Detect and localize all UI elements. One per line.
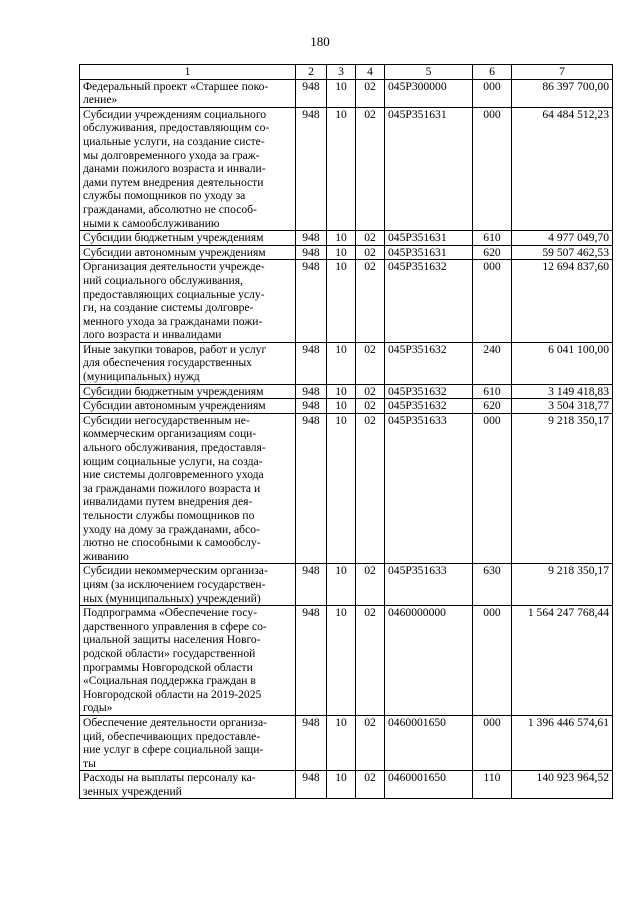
- ministry-code-cell: 948: [296, 245, 327, 260]
- row-name-cell: Субсидии бюджетным учреждениям: [80, 384, 296, 399]
- ministry-code-cell: 948: [296, 342, 327, 384]
- table-row: [80, 771, 613, 799]
- amount-cell: 9 218 350,17: [512, 564, 613, 606]
- section-code-cell: 10: [327, 564, 356, 606]
- table-header-row: [80, 65, 613, 80]
- column-header: 7: [512, 65, 613, 80]
- table-row: [80, 342, 613, 384]
- target-article-cell: 045P351631: [385, 245, 473, 260]
- row-name-cell: Организация деятельности учрежде- ний социального обслуживания, предоставляющих социальные услу- ги, на создание системы долговре- менного ухода за гражданами пожи- лого возраста и инвалидами: [80, 260, 296, 343]
- section-code-cell: 10: [327, 231, 356, 246]
- table-row: [80, 260, 613, 343]
- ministry-code-cell: 948: [296, 231, 327, 246]
- column-header: 6: [473, 65, 512, 80]
- section-code-cell: 10: [327, 384, 356, 399]
- table-row: [80, 107, 613, 230]
- expense-type-cell: 610: [473, 231, 512, 246]
- amount-cell: 3 149 418,83: [512, 384, 613, 399]
- table-row: [80, 715, 613, 770]
- table-row: [80, 606, 613, 716]
- amount-cell: 1 396 446 574,61: [512, 715, 613, 770]
- target-article-cell: 045P351633: [385, 413, 473, 564]
- row-name-cell: Расходы на выплаты персоналу ка- зенных учреждений: [80, 771, 296, 799]
- expense-type-cell: 000: [473, 715, 512, 770]
- row-name-cell: Федеральный проект «Старшее поко- ление»: [80, 79, 296, 107]
- target-article-cell: 045P351632: [385, 260, 473, 343]
- subsection-code-cell: 02: [356, 260, 385, 343]
- amount-cell: 1 564 247 768,44: [512, 606, 613, 716]
- row-name-cell: Обеспечение деятельности организа- ций, обеспечивающих предоставле- ние услуг в сфере социальной защи- ты: [80, 715, 296, 770]
- subsection-code-cell: 02: [356, 384, 385, 399]
- subsection-code-cell: 02: [356, 107, 385, 230]
- subsection-code-cell: 02: [356, 245, 385, 260]
- ministry-code-cell: 948: [296, 384, 327, 399]
- expense-type-cell: 000: [473, 107, 512, 230]
- section-code-cell: 10: [327, 260, 356, 343]
- amount-cell: 9 218 350,17: [512, 413, 613, 564]
- ministry-code-cell: 948: [296, 771, 327, 799]
- section-code-cell: 10: [327, 342, 356, 384]
- section-code-cell: 10: [327, 399, 356, 414]
- target-article-cell: 045P300000: [385, 79, 473, 107]
- column-header: 1: [80, 65, 296, 80]
- subsection-code-cell: 02: [356, 715, 385, 770]
- expense-type-cell: 610: [473, 384, 512, 399]
- section-code-cell: 10: [327, 107, 356, 230]
- section-code-cell: 10: [327, 606, 356, 716]
- section-code-cell: 10: [327, 413, 356, 564]
- row-name-cell: Иные закупки товаров, работ и услуг для обеспечения государственных (муниципальных) нужд: [80, 342, 296, 384]
- subsection-code-cell: 02: [356, 606, 385, 716]
- page-number: 180: [310, 34, 330, 49]
- expense-type-cell: 000: [473, 413, 512, 564]
- ministry-code-cell: 948: [296, 399, 327, 414]
- table-row: [80, 79, 613, 107]
- expense-type-cell: 000: [473, 79, 512, 107]
- budget-table: [79, 64, 613, 799]
- ministry-code-cell: 948: [296, 564, 327, 606]
- table-row: [80, 564, 613, 606]
- target-article-cell: 045P351632: [385, 342, 473, 384]
- ministry-code-cell: 948: [296, 606, 327, 716]
- row-name-cell: Субсидии бюджетным учреждениям: [80, 231, 296, 246]
- table-row: [80, 384, 613, 399]
- expense-type-cell: 620: [473, 245, 512, 260]
- amount-cell: 64 484 512,23: [512, 107, 613, 230]
- expense-type-cell: 620: [473, 399, 512, 414]
- ministry-code-cell: 948: [296, 79, 327, 107]
- section-code-cell: 10: [327, 771, 356, 799]
- ministry-code-cell: 948: [296, 413, 327, 564]
- target-article-cell: 0460001650: [385, 715, 473, 770]
- column-header: 3: [327, 65, 356, 80]
- expense-type-cell: 240: [473, 342, 512, 384]
- amount-cell: 4 977 049,70: [512, 231, 613, 246]
- amount-cell: 59 507 462,53: [512, 245, 613, 260]
- table-row: [80, 231, 613, 246]
- expense-type-cell: 110: [473, 771, 512, 799]
- amount-cell: 12 694 837,60: [512, 260, 613, 343]
- amount-cell: 140 923 964,52: [512, 771, 613, 799]
- section-code-cell: 10: [327, 715, 356, 770]
- row-name-cell: Субсидии автономным учреждениям: [80, 245, 296, 260]
- target-article-cell: 045P351632: [385, 399, 473, 414]
- ministry-code-cell: 948: [296, 260, 327, 343]
- subsection-code-cell: 02: [356, 231, 385, 246]
- subsection-code-cell: 02: [356, 342, 385, 384]
- row-name-cell: Подпрограмма «Обеспечение госу- дарственного управления в сфере со- циальной защиты населения Новго- родской области» государственной программы Новгородской области «Социальная поддержка граждан в Новгородской области на 2019-2025 годы»: [80, 606, 296, 716]
- target-article-cell: 045P351631: [385, 231, 473, 246]
- row-name-cell: Субсидии негосударственным не- коммерческим организациям соци- ального обслуживания, предоставля- ющим социальные услуги, на созда- ние системы долговременного ухода за гражданами пожилого возраста и инвалидами путем внедрения дея- тельности службы помощников по уходу на дому за гражданами, абсо- лютно не способными к самообслу- живанию: [80, 413, 296, 564]
- subsection-code-cell: 02: [356, 79, 385, 107]
- row-name-cell: Субсидии автономным учреждениям: [80, 399, 296, 414]
- expense-type-cell: 630: [473, 564, 512, 606]
- expense-type-cell: 000: [473, 606, 512, 716]
- target-article-cell: 045P351632: [385, 384, 473, 399]
- row-name-cell: Субсидии учреждениям социального обслуживания, предоставляющим со- циальные услуги, на создание систе- мы долговременного ухода за граж- данами пожилого возраста и инвали- дами путем внедрения деятельности службы помощников по уходу за гражданами, абсолютно не способ- ными к самообслуживанию: [80, 107, 296, 230]
- subsection-code-cell: 02: [356, 564, 385, 606]
- column-header: 5: [385, 65, 473, 80]
- column-header: 2: [296, 65, 327, 80]
- table-row: [80, 245, 613, 260]
- subsection-code-cell: 02: [356, 771, 385, 799]
- section-code-cell: 10: [327, 79, 356, 107]
- subsection-code-cell: 02: [356, 399, 385, 414]
- expense-type-cell: 000: [473, 260, 512, 343]
- amount-cell: 86 397 700,00: [512, 79, 613, 107]
- row-name-cell: Субсидии некоммерческим организа- циям (за исключением государствен- ных (муниципальных) учреждений): [80, 564, 296, 606]
- target-article-cell: 045P351631: [385, 107, 473, 230]
- target-article-cell: 0460001650: [385, 771, 473, 799]
- target-article-cell: 045P351633: [385, 564, 473, 606]
- target-article-cell: 0460000000: [385, 606, 473, 716]
- table-row: [80, 399, 613, 414]
- subsection-code-cell: 02: [356, 413, 385, 564]
- ministry-code-cell: 948: [296, 715, 327, 770]
- ministry-code-cell: 948: [296, 107, 327, 230]
- column-header: 4: [356, 65, 385, 80]
- amount-cell: 3 504 318,77: [512, 399, 613, 414]
- section-code-cell: 10: [327, 245, 356, 260]
- amount-cell: 6 041 100,00: [512, 342, 613, 384]
- table-row: [80, 413, 613, 564]
